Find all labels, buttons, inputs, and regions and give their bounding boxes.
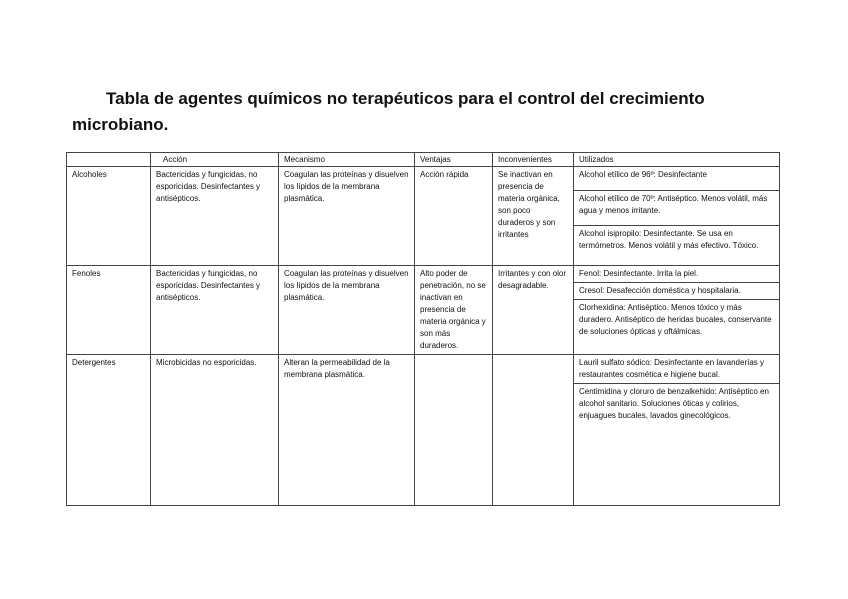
utilizados-item: Alcohol etílico de 70º: Antiséptico. Menos volátil, más agua y menos irritante. <box>574 191 779 226</box>
utilizados-item: Centimidina y cloruro de benzalkehido: Antiséptico en alcohol sanitario. Soluciones óticas y colirios, enjuagues bucales, lavados ginecológicos. <box>579 387 769 420</box>
agent-cell: Detergentes <box>67 355 151 506</box>
header-cell <box>67 153 151 167</box>
mecanismo-cell: Coagulan las proteínas y disuelven los lípidos de la membrana plasmática. <box>279 167 415 266</box>
header-cell: Ventajas <box>415 153 493 167</box>
header-cell: Utilizados <box>574 153 780 167</box>
accion-cell: Bactericidas y fungicidas, no esporicidas. Desinfectantes y antisépticos. <box>151 167 279 266</box>
header-cell: Acción <box>151 153 279 167</box>
agent-cell: Alcoholes <box>67 167 151 266</box>
accion-cell: Bactericidas y fungicidas, no esporicidas. Desinfectantes y antisépticos. <box>151 266 279 355</box>
utilizados-cell <box>574 167 780 266</box>
accion-cell: Microbicidas no esporicidas. <box>151 355 279 506</box>
mecanismo-cell: Coagulan las proteínas y disuelven los lípidos de la membrana plasmática. <box>279 266 415 355</box>
inconvenientes-cell: Se inactivan en presencia de materia orgánica, son poco duraderos y son irritantes <box>493 167 574 266</box>
inconvenientes-cell <box>493 355 574 506</box>
utilizados-item: Fenol: Desinfectante. Irrita la piel. <box>574 266 779 283</box>
utilizados-item: Clorhexidina: Antiséptico. Menos tóxico y más duradero. Antiséptico de heridas bucales, conservante de soluciones ópticas y oftálmicas. <box>579 303 772 336</box>
page-title <box>72 86 772 138</box>
utilizados-item: Cresol: Desafección doméstica y hospitalaria. <box>574 283 779 300</box>
ventajas-cell: Alto poder de penetración, no se inactivan en presencia de materia orgánica y son más duraderos. <box>415 266 493 355</box>
agents-table <box>66 152 780 506</box>
page-title-text: Tabla de agentes químicos no terapéuticos para el control del crecimiento microbiano. <box>72 89 705 134</box>
table-row <box>67 266 780 355</box>
utilizados-item: Alcohol etílico de 96º: Desinfectante <box>574 167 779 191</box>
header-cell: Mecanismo <box>279 153 415 167</box>
header-cell: Inconvenientes <box>493 153 574 167</box>
utilizados-item: Lauril sulfato sódico: Desinfectante en lavanderías y restaurantes cosmética e higiene bucal. <box>574 355 779 384</box>
table-header-row <box>67 153 780 167</box>
agent-cell: Fenoles <box>67 266 151 355</box>
utilizados-cell <box>574 266 780 355</box>
ventajas-cell <box>415 355 493 506</box>
mecanismo-cell: Alteran la permeabilidad de la membrana plasmática. <box>279 355 415 506</box>
utilizados-item: Alcohol isipropilo: Desinfectante. Se usa en termómetros. Menos volátil y más efectivo. Tóxico. <box>579 229 759 250</box>
table-row <box>67 355 780 506</box>
utilizados-cell <box>574 355 780 506</box>
ventajas-cell: Acción rápida <box>415 167 493 266</box>
inconvenientes-cell: Irritantes y con olor desagradable. <box>493 266 574 355</box>
table-row <box>67 167 780 266</box>
